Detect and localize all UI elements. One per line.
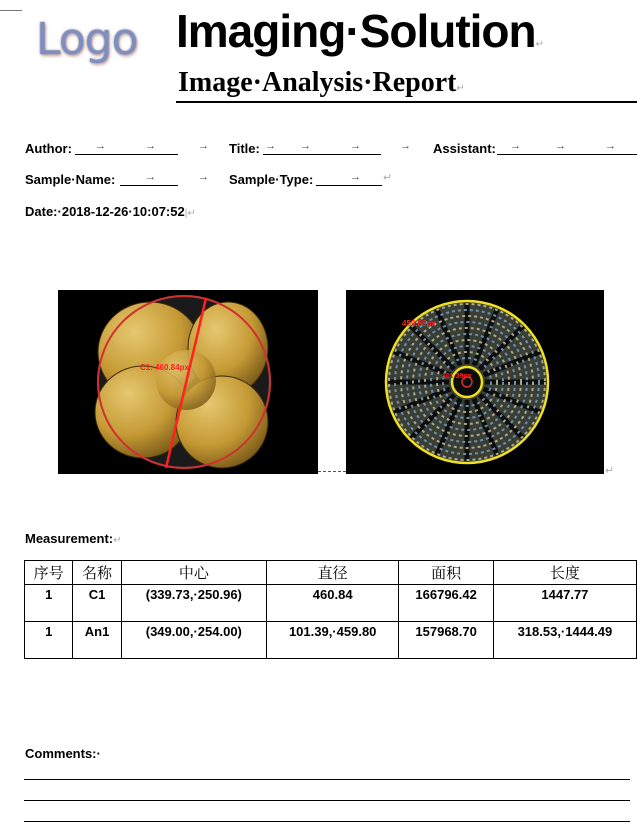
table-cell: (339.73,·250.96) <box>121 585 266 622</box>
diameter-annotation: C1: 460.84px <box>140 363 189 372</box>
paragraph-mark: ↵ <box>383 172 393 184</box>
table-cell: 157968.70 <box>399 622 493 659</box>
tab-mark: → <box>300 140 311 152</box>
paragraph-mark: ↵ <box>605 465 615 477</box>
sample-name-label: Sample·Name: <box>25 172 116 187</box>
column-header: 名称 <box>73 561 121 585</box>
measurement-table <box>24 560 637 659</box>
table-cell: 460.84 <box>266 585 399 622</box>
table-row <box>25 622 637 659</box>
tab-mark: → <box>95 140 106 152</box>
page-corner-mark <box>0 0 22 11</box>
seed-image-svg <box>58 290 318 474</box>
sample-type-field[interactable] <box>316 171 382 186</box>
logo: Logo <box>36 14 138 65</box>
outer-diameter-annotation: 459.80px <box>402 319 436 328</box>
comment-line[interactable] <box>24 779 630 780</box>
tab-mark: → <box>400 140 411 152</box>
tab-mark: → <box>350 140 361 152</box>
tab-mark: → <box>145 140 156 152</box>
measurement-label: Measurement:↵ <box>25 531 122 546</box>
tab-mark: → <box>265 140 276 152</box>
author-label: Author: <box>25 141 72 156</box>
table-cell: An1 <box>73 622 121 659</box>
tab-mark: → <box>605 140 616 152</box>
date-value: 2018-12-26·10:07:52 <box>61 204 185 219</box>
table-cell: 166796.42 <box>399 585 493 622</box>
column-header: 直径 <box>266 561 399 585</box>
table-cell: 1447.77 <box>493 585 636 622</box>
column-header: 长度 <box>493 561 636 585</box>
sample-type-label: Sample·Type: <box>229 172 314 187</box>
assistant-label: Assistant: <box>433 141 496 156</box>
author-field[interactable] <box>75 140 178 155</box>
tab-mark: → <box>350 171 361 183</box>
radial-image-svg <box>346 290 604 474</box>
report-subtitle: Image·Analysis·Report↵ <box>178 67 465 98</box>
column-header: 面积 <box>399 561 493 585</box>
left-analysis-image <box>58 290 318 474</box>
table-cell: 101.39,·459.80 <box>266 622 399 659</box>
tab-mark: → <box>198 140 209 152</box>
inner-diameter-annotation: 101.39px <box>442 373 472 380</box>
report-title: Imaging·Solution↵ <box>176 5 544 57</box>
table-cell: (349.00,·254.00) <box>121 622 266 659</box>
title-field[interactable] <box>263 140 381 155</box>
comments-label: Comments:· <box>25 746 101 761</box>
dotted-divider <box>318 471 346 472</box>
table-cell: 318.53,·1444.49 <box>493 622 636 659</box>
tab-mark: → <box>555 140 566 152</box>
tab-mark: → <box>198 171 209 183</box>
table-cell: 1 <box>25 585 73 622</box>
title-label: Title: <box>229 141 260 156</box>
table-cell: C1 <box>73 585 121 622</box>
table-cell: 1 <box>25 622 73 659</box>
table-row <box>25 585 637 622</box>
column-header: 序号 <box>25 561 73 585</box>
tab-mark: → <box>145 171 156 183</box>
title-divider <box>176 101 637 103</box>
comment-line[interactable] <box>24 800 630 801</box>
comment-line[interactable] <box>24 821 630 822</box>
date-line: Date:·2018-12-26·10:07:52|↵ <box>25 204 196 219</box>
tab-mark: → <box>510 140 521 152</box>
right-analysis-image <box>346 290 604 474</box>
table-header-row <box>25 561 637 585</box>
column-header: 中心 <box>121 561 266 585</box>
